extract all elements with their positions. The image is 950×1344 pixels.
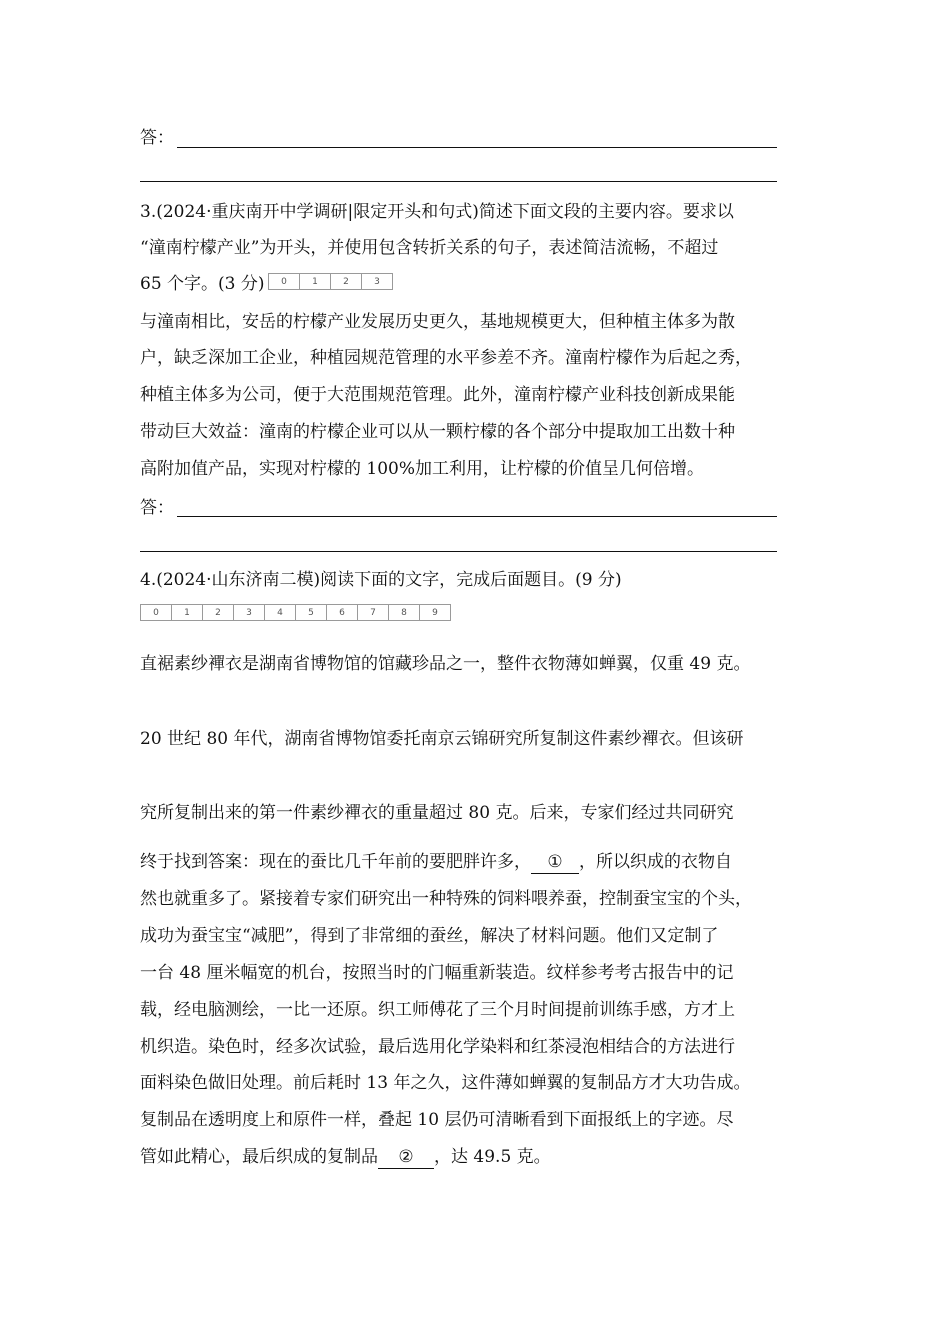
- q4-passage-line: 载，经电脑测绘，一比一还原。织工师傅花了三个月时间提前训练手感，方才上: [140, 1000, 735, 1020]
- score-box[interactable]: 1: [300, 274, 331, 289]
- q3-prompt-line: “潼南柠檬产业”为开头，并使用包含转折关系的句子，表述简洁流畅，不超过: [140, 238, 719, 258]
- q4-title: 4.(2024·山东济南二模)阅读下面的文字，完成后面题目。(9 分): [140, 570, 622, 590]
- answer-line[interactable]: [140, 551, 777, 552]
- text-segment: ，达 49.5 克。: [434, 1147, 551, 1167]
- q3-passage-line: 户，缺乏深加工企业，种植园规范管理的水平参差不齐。潼南柠檬作为后起之秀，: [140, 348, 752, 368]
- q4-passage-line: 究所复制出来的第一件素纱襌衣的重量超过 80 克。后来，专家们经过共同研究: [140, 803, 734, 823]
- q4-passage-line: 机织造。染色时，经多次试验，最后选用化学染料和红茶浸泡相结合的方法进行: [140, 1037, 735, 1057]
- score-box[interactable]: 2: [203, 605, 234, 620]
- answer-label: 答：: [140, 498, 174, 518]
- q3-passage-line: 高附加值产品，实现对柠檬的 100%加工利用，让柠檬的价值呈几何倍增。: [140, 459, 705, 479]
- score-box[interactable]: 0: [141, 605, 172, 620]
- q4-passage-line: 直裾素纱襌衣是湖南省博物馆的馆藏珍品之一，整件衣物薄如蝉翼，仅重 49 克。: [140, 654, 751, 674]
- score-box[interactable]: 7: [358, 605, 389, 620]
- score-box[interactable]: 4: [265, 605, 296, 620]
- q3-passage-line: 带动巨大效益：潼南的柠檬企业可以从一颗柠檬的各个部分中提取加工出数十种: [140, 422, 735, 442]
- score-box[interactable]: 5: [296, 605, 327, 620]
- q4-score-boxes[interactable]: [140, 604, 451, 621]
- q4-passage-line: 然也就重多了。紧接着专家们研究出一种特殊的饲料喂养蚕，控制蚕宝宝的个头，: [140, 889, 752, 909]
- q3-passage-line: 与潼南相比，安岳的柠檬产业发展历史更久，基地规模更大，但种植主体多为散: [140, 312, 735, 332]
- score-box[interactable]: 3: [374, 277, 380, 287]
- score-box[interactable]: 0: [269, 274, 300, 289]
- q3-passage-line: 种植主体多为公司，便于大范围规范管理。此外，潼南柠檬产业科技创新成果能: [140, 385, 735, 405]
- q4-passage-line: 复制品在透明度上和原件一样，叠起 10 层仍可清晰看到下面报纸上的字迹。尽: [140, 1110, 734, 1130]
- q4-passage-line: 成功为蚕宝宝“减肥”，得到了非常细的蚕丝，解决了材料问题。他们又定制了: [140, 926, 719, 946]
- q3-prompt-line: 65 个字。(3 分): [140, 274, 265, 294]
- q3-score-boxes[interactable]: [268, 273, 393, 290]
- q4-passage-line: [140, 1145, 551, 1169]
- fill-blank-1[interactable]: ①: [531, 851, 579, 874]
- text-segment: ，所以织成的衣物自: [579, 852, 732, 872]
- score-box[interactable]: 8: [389, 605, 420, 620]
- text-segment: 管如此精心，最后织成的复制品: [140, 1147, 378, 1167]
- score-box[interactable]: 3: [234, 605, 265, 620]
- score-box[interactable]: 9: [432, 608, 438, 618]
- fill-blank-2[interactable]: ②: [378, 1146, 434, 1169]
- score-box[interactable]: 1: [172, 605, 203, 620]
- score-box[interactable]: 2: [331, 274, 362, 289]
- top-answer-row: [140, 126, 174, 150]
- text-segment: 终于找到答案：现在的蚕比几千年前的要肥胖许多，: [140, 852, 531, 872]
- q4-passage-line: 一台 48 厘米幅宽的机台，按照当时的门幅重新装造。纹样参考考古报告中的记: [140, 963, 734, 983]
- answer-line[interactable]: [177, 516, 777, 517]
- answer-line[interactable]: [177, 147, 777, 148]
- q3-answer-row: [140, 496, 174, 520]
- q3-prompt-line: 3.(2024·重庆南开中学调研|限定开头和句式)简述下面文段的主要内容。要求以: [140, 202, 734, 222]
- q4-passage-line: [140, 850, 732, 874]
- answer-line[interactable]: [140, 181, 777, 182]
- answer-label: 答：: [140, 128, 174, 148]
- score-box[interactable]: 6: [327, 605, 358, 620]
- q4-passage-line: 20 世纪 80 年代，湖南省博物馆委托南京云锦研究所复制这件素纱襌衣。但该研: [140, 729, 744, 749]
- q4-passage-line: 面料染色做旧处理。前后耗时 13 年之久，这件薄如蝉翼的复制品方才大功告成。: [140, 1073, 751, 1093]
